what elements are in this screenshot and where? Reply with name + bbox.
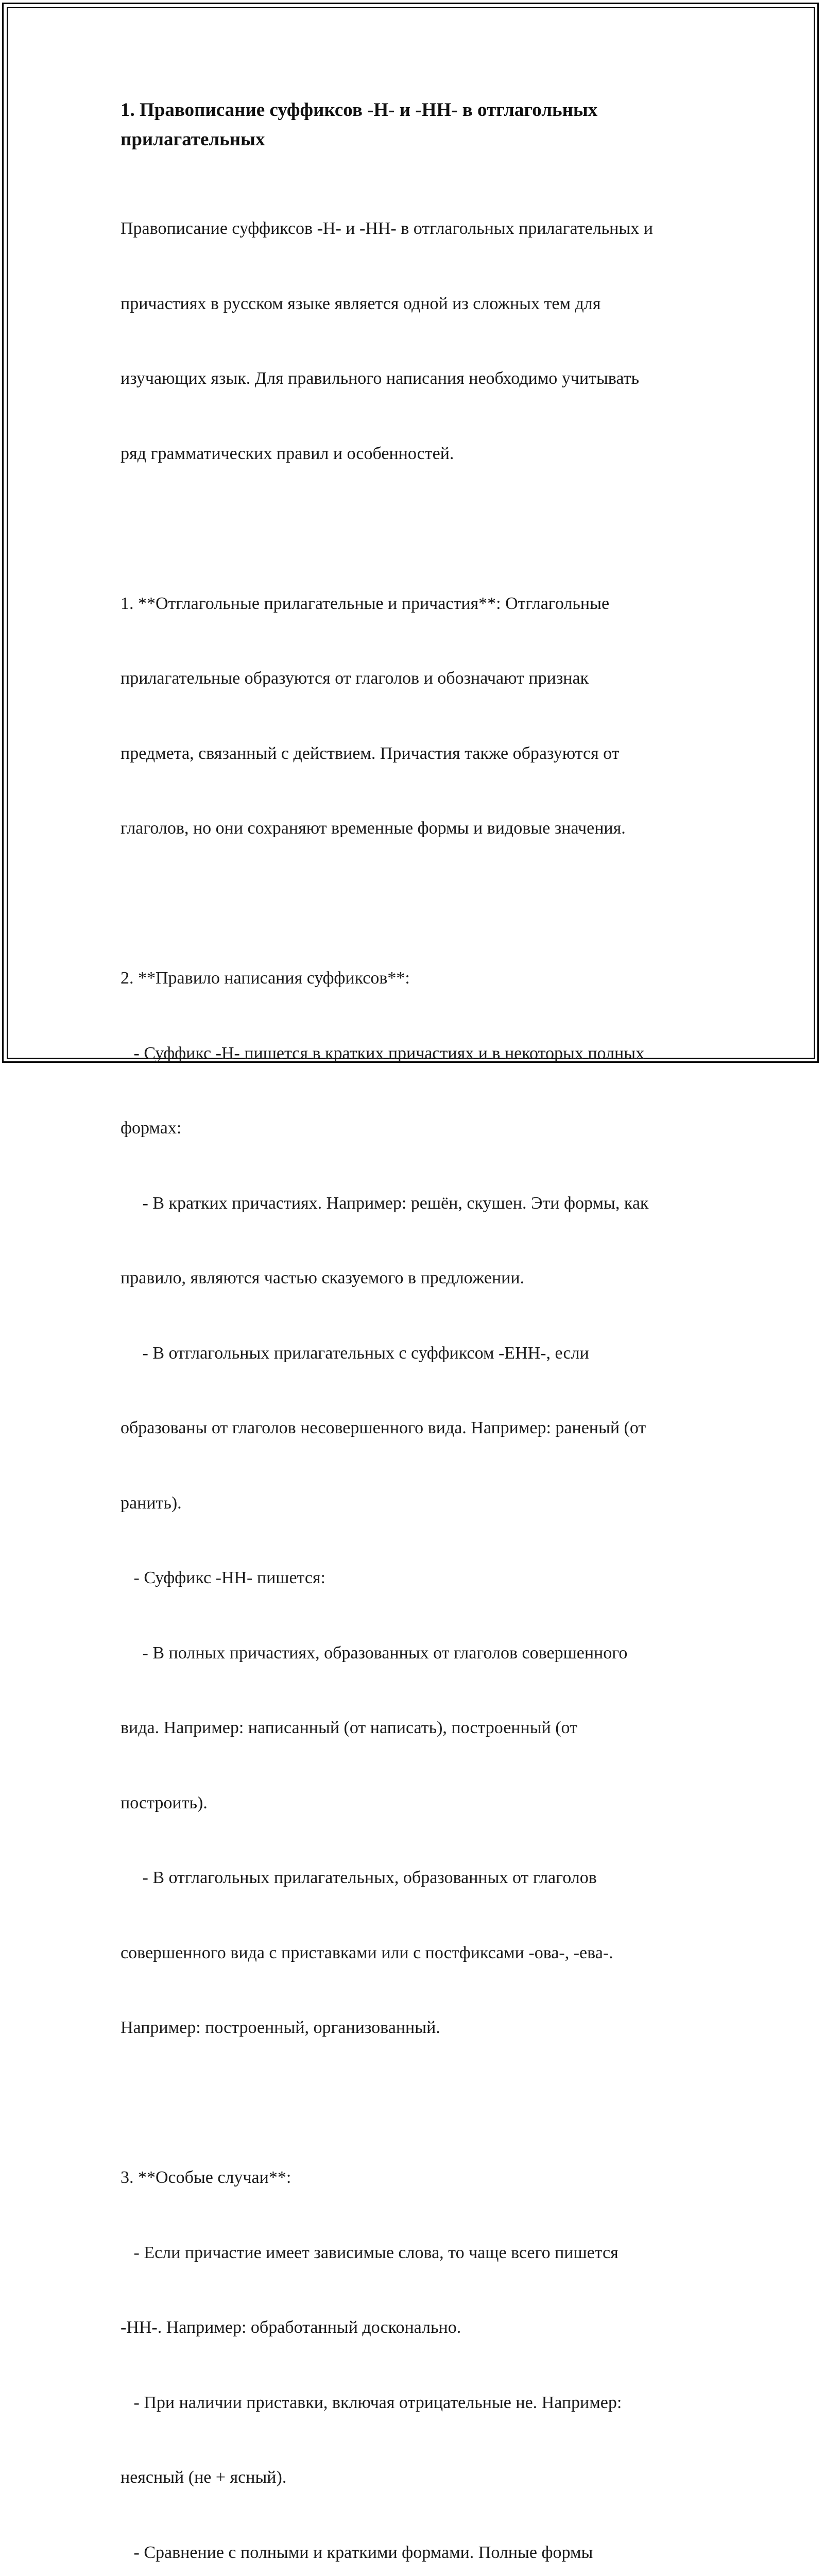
text-line: причастиях в русском языке является одной из сложных тем для [121,294,601,313]
text-line: 3. **Особые случаи**: [121,2168,291,2187]
text-line: предмета, связанный с действием. Причастия также образуются от [121,743,620,763]
text-line: - Сравнение с полными и краткими формами. Полные формы [121,2543,593,2562]
text-line: ряд грамматических правил и особенностей. [121,444,454,463]
document-body [121,95,713,2576]
text-line: правило, являются частью сказуемого в предложении. [121,1268,525,1287]
text-line: 2. **Правило написания суффиксов**: [121,969,410,988]
text-line: образованы от глаголов несовершенного вида. Например: раненый (от [121,1418,646,1437]
text-line: - В отглагольных прилагательных с суффиксом -ЕНН-, если [121,1343,589,1363]
text-line: изучающих язык. Для правильного написания необходимо учитывать [121,369,639,388]
text-line: неясный (не + ясный). [121,2468,287,2487]
text-line: Правописание суффиксов -Н- и -НН- в отглагольных прилагательных и [121,219,653,238]
document-text [121,166,713,2576]
heading-line: прилагательных [121,129,265,150]
text-line: совершенного вида с приставками или с постфиксами -ова-, -ева-. [121,1943,613,1962]
text-line: - В кратких причастиях. Например: решён, скушен. Эти формы, как [121,1193,649,1213]
text-line: 1. **Отглагольные прилагательные и причастия**: Отглагольные [121,594,610,613]
heading-line: 1. Правописание суффиксов -Н- и -НН- в отглагольных [121,99,598,121]
text-line: -НН-. Например: обработанный досконально. [121,2318,461,2337]
text-line: вида. Например: написанный (от написать), построенный (от [121,1718,577,1737]
section-heading [121,95,713,154]
blank-line [121,516,713,541]
text-line: - При наличии приставки, включая отрицательные не. Например: [121,2393,622,2412]
text-line: - В отглагольных прилагательных, образованных от глаголов [121,1868,597,1887]
blank-line [121,891,713,917]
text-line: ранить). [121,1493,182,1513]
text-line: - Если причастие имеет зависимые слова, то чаще всего пишется [121,2243,619,2262]
text-line: прилагательные образуются от глаголов и обозначают признак [121,669,589,688]
text-line: формах: [121,1118,182,1138]
text-line: - Суффикс -НН- пишется: [121,1568,325,1587]
text-line: - Суффикс -Н- пишется в кратких причастиях и в некоторых полных [121,1043,645,1063]
text-line: построить). [121,1793,208,1812]
text-line: - В полных причастиях, образованных от глаголов совершенного [121,1643,628,1663]
text-line: глаголов, но они сохраняют временные формы и видовые значения. [121,819,626,838]
blank-line [121,2091,713,2116]
text-line: Например: построенный, организованный. [121,2018,440,2037]
